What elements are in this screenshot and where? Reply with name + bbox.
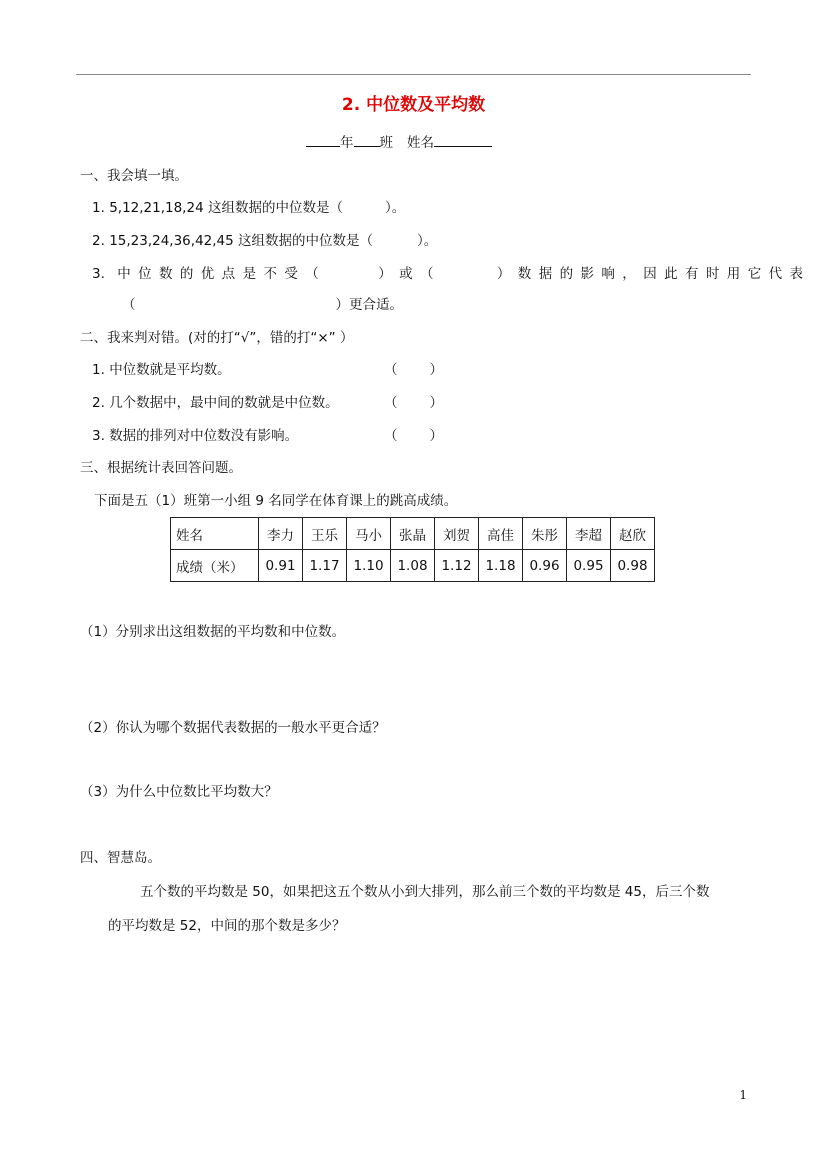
question-text-part3: ）数据的影响，因此有时用它代表 — [496, 266, 811, 282]
name-blank[interactable] — [434, 132, 492, 147]
s2-item-3 — [92, 424, 298, 444]
score-cell: 1.08 — [391, 550, 435, 582]
name-cell: 王乐 — [303, 518, 347, 550]
item-number: 2. — [92, 395, 105, 411]
question-text-part2: ）或（ — [378, 266, 441, 282]
s3-question-3: （3）为什么中位数比平均数大？ — [80, 784, 278, 800]
row-header-score: 成绩（米） — [171, 550, 259, 582]
name-cell: 高佳 — [479, 518, 523, 550]
s2-answer-2[interactable] — [384, 391, 443, 411]
table-row — [171, 518, 655, 550]
question-number: 3. — [92, 266, 105, 282]
row-header-name: 姓名 — [171, 518, 259, 550]
name-cell: 朱彤 — [523, 518, 567, 550]
paren-open: （ — [384, 428, 398, 444]
s4-problem-line1: 五个数的平均数是 50，如果把这五个数从小到大排列，那么前三个数的平均数是 45，后三个数 — [140, 884, 710, 900]
s1-question-1 — [92, 196, 405, 216]
table-row — [171, 550, 655, 582]
section3-heading: 三、根据统计表回答问题。 — [80, 460, 242, 476]
paren-close: ） — [429, 362, 443, 378]
score-cell: 0.96 — [523, 550, 567, 582]
page-number: 1 — [739, 1088, 747, 1102]
question-end: ）更合适。 — [335, 297, 403, 313]
score-cell: 1.10 — [347, 550, 391, 582]
question-text: 5,12,21,18,24 这组数据的中位数是（ — [109, 200, 343, 216]
question-text-part1: 中位数的优点是不受（ — [117, 266, 327, 282]
s4-problem-line2: 的平均数是 52，中间的那个数是多少？ — [108, 918, 346, 934]
s1-question-2 — [92, 229, 437, 249]
header-rule — [76, 74, 751, 75]
s2-answer-3[interactable] — [384, 424, 443, 444]
scores-table — [170, 517, 655, 582]
name-cell: 张晶 — [391, 518, 435, 550]
section1-heading: 一、我会填一填。 — [80, 168, 188, 184]
score-cell: 1.18 — [479, 550, 523, 582]
grade-label: 年 — [340, 135, 354, 151]
item-text: 数据的排列对中位数没有影响。 — [109, 428, 299, 444]
s1-question-3-line2 — [122, 293, 403, 313]
grade-blank[interactable] — [306, 132, 340, 147]
s1-question-3 — [92, 262, 810, 282]
score-cell: 0.95 — [567, 550, 611, 582]
score-cell: 1.12 — [435, 550, 479, 582]
item-number: 1. — [92, 362, 105, 378]
score-cell: 0.91 — [259, 550, 303, 582]
class-label: 班 — [379, 135, 393, 151]
paren-open: （ — [122, 297, 136, 313]
question-number: 1. — [92, 200, 105, 216]
paren-open: （ — [384, 362, 398, 378]
paren-open: （ — [384, 395, 398, 411]
section4-heading: 四、智慧岛。 — [80, 850, 161, 866]
question-end: ）。 — [384, 200, 406, 216]
s3-question-2: （2）你认为哪个数据代表数据的一般水平更合适？ — [80, 720, 386, 736]
s3-question-1: （1）分别求出这组数据的平均数和中位数。 — [80, 624, 346, 640]
item-number: 3. — [92, 428, 105, 444]
name-cell: 刘贺 — [435, 518, 479, 550]
student-info-line — [306, 131, 492, 151]
question-number: 2. — [92, 233, 105, 249]
class-blank[interactable] — [354, 132, 380, 147]
name-label: 姓名 — [407, 135, 434, 151]
question-end: ）。 — [417, 233, 438, 249]
name-cell: 赵欣 — [611, 518, 655, 550]
paren-close: ） — [429, 428, 443, 444]
item-text: 几个数据中，最中间的数就是中位数。 — [109, 395, 339, 411]
s2-item-2 — [92, 391, 339, 411]
name-cell: 李超 — [567, 518, 611, 550]
paren-close: ） — [429, 395, 443, 411]
question-text: 15,23,24,36,42,45 这组数据的中位数是（ — [109, 233, 374, 249]
page-title: 2. 中位数及平均数 — [341, 95, 486, 115]
score-cell: 0.98 — [611, 550, 655, 582]
name-cell: 马小 — [347, 518, 391, 550]
score-cell: 1.17 — [303, 550, 347, 582]
table-intro: 下面是五（1）班第一小组 9 名同学在体育课上的跳高成绩。 — [94, 493, 458, 509]
s2-item-1 — [92, 358, 231, 378]
name-cell: 李力 — [259, 518, 303, 550]
section2-heading: 二、我来判对错。(对的打“√”，错的打“×” ） — [80, 330, 354, 346]
item-text: 中位数就是平均数。 — [109, 362, 231, 378]
s2-answer-1[interactable] — [384, 358, 443, 378]
